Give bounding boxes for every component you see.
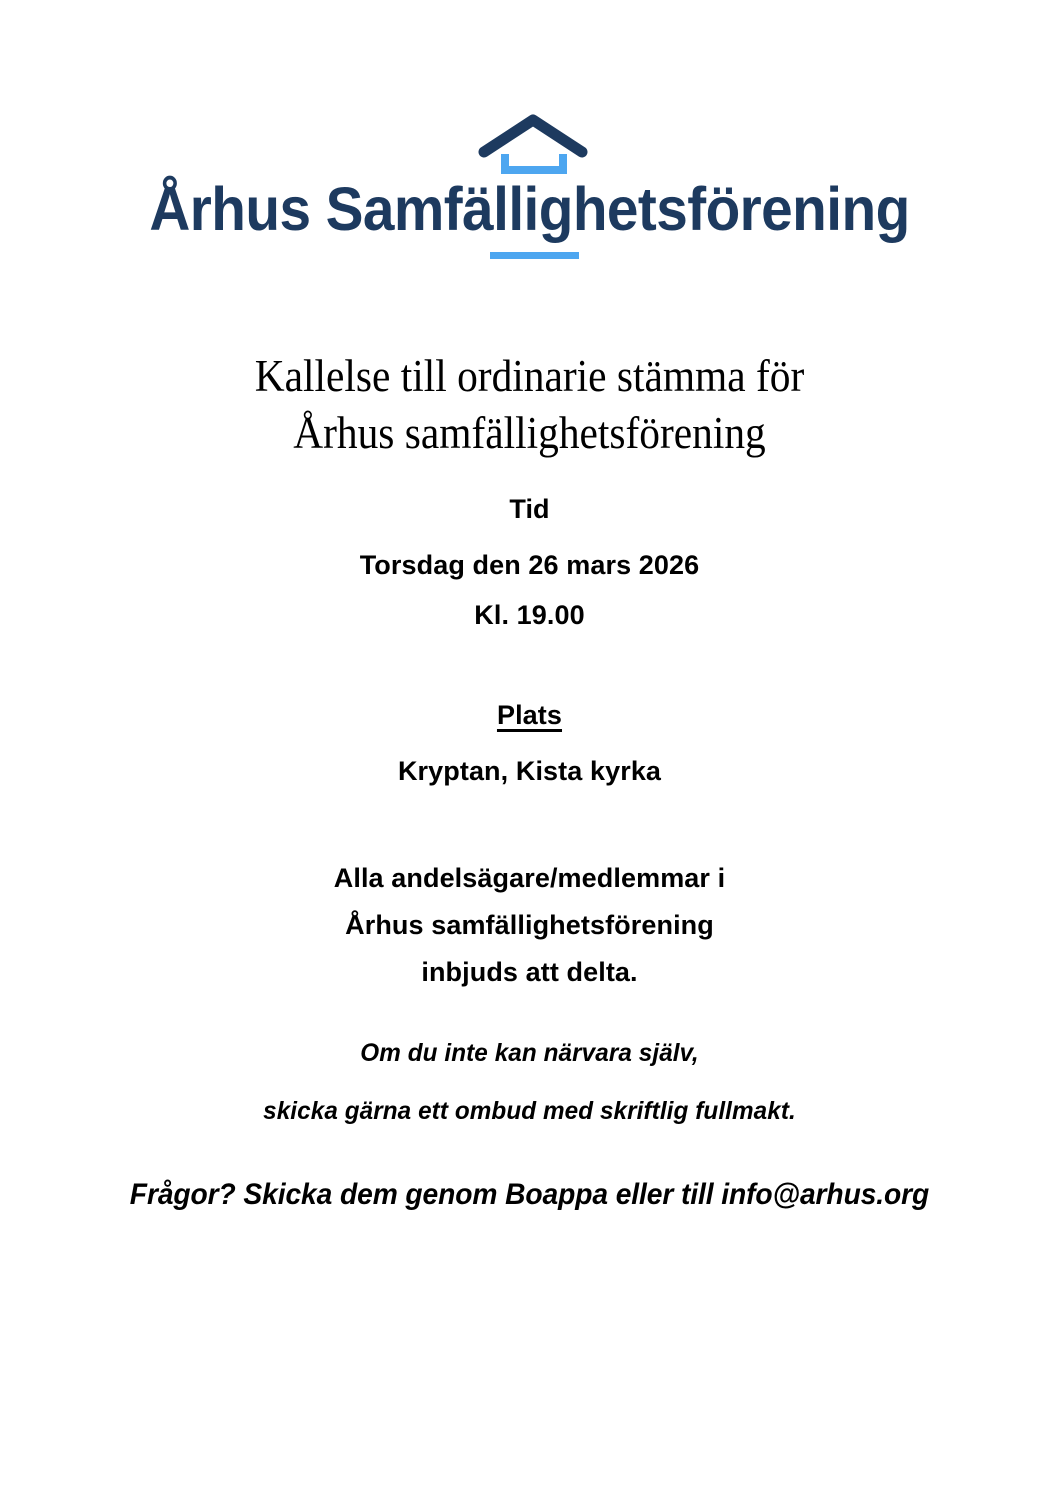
contact-line: Frågor? Skicka dem genom Boappa eller till info@arhus.org (129, 1178, 930, 1211)
proxy-note-section (0, 1036, 1059, 1128)
invitation-line-1: Alla andelsägare/medlemmar i (333, 863, 726, 893)
proxy-note-line-1: Om du inte kan närvara själv, (360, 1039, 699, 1067)
page-title-line-1: Kallelse till ordinarie stämma för (254, 351, 805, 402)
logo-underline-bar (490, 252, 579, 259)
place-heading: Plats (496, 700, 563, 730)
time-section (0, 492, 1059, 632)
house-roof-icon (470, 112, 600, 182)
meeting-date: Torsdag den 26 mars 2026 (359, 550, 700, 580)
page-title (42, 348, 1016, 462)
invitation-line-3: inbjuds att delta. (421, 957, 638, 987)
meeting-venue: Kryptan, Kista kyrka (397, 756, 662, 786)
time-heading: Tid (509, 494, 550, 524)
contact-section (0, 1175, 1059, 1215)
proxy-note-line-2: skicka gärna ett ombud med skriftlig fullmakt. (263, 1097, 796, 1125)
association-logo (0, 112, 1059, 267)
meeting-time: Kl. 19.00 (474, 600, 585, 630)
invitation-section (0, 855, 1059, 996)
logo-wordmark: Århus Samfällighetsförening (149, 175, 910, 243)
place-section (0, 698, 1059, 788)
invitation-line-2: Århus samfällighetsförening (345, 910, 714, 940)
page-title-line-2: Århus samfällighetsförening (293, 408, 766, 459)
